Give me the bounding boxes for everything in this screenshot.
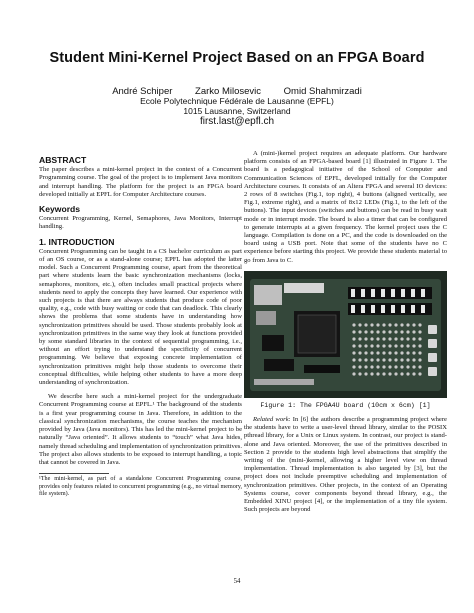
related-work-paragraph — [244, 416, 447, 514]
introduction-heading: 1. INTRODUCTION — [39, 236, 115, 247]
abstract-heading: ABSTRACT — [39, 155, 87, 165]
affiliation: Ecole Polytechnique Fédérale de Lausanne (EPFL) — [140, 96, 334, 106]
author-name: André Schiper — [112, 86, 173, 97]
page-number: 54 — [233, 578, 241, 585]
keywords-text: Concurrent Programming, Kernel, Semaphores, Java Monitors, Interrupt handling. — [39, 215, 242, 231]
right-column — [244, 150, 447, 514]
paper-title: Student Mini-Kernel Project Based on an FPGA Board — [49, 50, 425, 66]
author-name: Omid Shahmirzadi — [283, 86, 362, 97]
figure-caption: Figure 1: The FPGA4U board (10cm x 6cm) [1] — [260, 401, 431, 409]
intro-paragraph-1: Concurrent Programming can be taught in a CS bachelor curriculum as part of an OS course, or as a stand-alone course; EPFL has adopted the latter model. Such a Concurrent Programming course, apart from the theoretical part where students learn the basic synchronization mechanisms (locks, semaphores, monitors, etc.), often includes small practical projects where students need to apply the concepts they have learned. Our experience with such projects is that there are always students that produce code of poor quality, e.g., code with busy waiting or code that can deadlock. This clearly shows the problems that some students have in understanding how synchronization primitives should be used. Those students probably look at synchronization primitives in the same way they look at functions provided by some standard libraries in the context of sequential programming, i.e., without an effort trying to understand the specificity of concurrent programming. We believe that exposing concrete implementation of synchronization primitives might help those students to overcome their conceptual difficulties, while helping other students to have a more deep understanding of synchronization. — [39, 247, 242, 387]
address: 1015 Lausanne, Switzerland — [183, 105, 291, 116]
related-work-label: Related work — [253, 416, 289, 424]
fpga-board-illustration — [244, 271, 447, 398]
left-column — [39, 150, 242, 498]
footnote: ¹The mini-kernel, as part of a standalone Concurrent Programming course, provides only features related to concurrent programming (e.g., no virtual memory, file system). — [39, 476, 242, 497]
author-name: Zarko Milosevic — [195, 86, 262, 97]
email: first.last@epfl.ch — [199, 116, 275, 127]
footnote-rule — [39, 473, 109, 474]
fpga-board-photo — [244, 271, 447, 398]
author-block — [0, 86, 474, 127]
related-work-text: : In [6] the authors describe a programming project where the students have to write a user-level thread library, similar to the POSIX pthread library, for a Unix or Linux system. In contrast, our project is stand-alone and Java oriented. Moreover, the use of the primitives described in Section 2 provide to the students high level abstractions that simplify the writing of the (mini-)kernel, allowing a higher level view on thread implementation. Thread implementation is also targeted by [3], but the project does not include preemptive scheduling and implementation of synchronization primitives. Other projects, in the context of an Operating Systems course, cover components beyond thread library, e.g., the Embedded XINU project [4], or the implementation of a tiny file system. Such projects are beyond — [244, 416, 447, 514]
abstract-text: The paper describes a mini-kernel project in the context of a Concurrent Programming course. The goal of the project is to implement Java monitors and interrupt handling. The platform for the project is an FPGA board developed initially at EPFL for Computer Architecture courses. — [39, 166, 242, 198]
intro-paragraph-2: We describe here such a mini-kernel project for the undergraduate Concurrent Programming course at EPFL.¹ The background of the students is a first year programming course in Java. Therefore, in addition to the classical synchronization mechanisms, the course teaches the mechanism provided by Java (Java monitors). This has led the mini-kernel project to be naturally “Java oriented”. It allows students to “touch” what Java hides, namely thread scheduling and implementation of synchronization primitives. The project also allows students to be exposed to interrupt handling, a topic that cannot be covered in Java. — [39, 393, 242, 466]
right-paragraph-1: A (mini-)kernel project requires an adequate platform. Our hardware platform consists of an FPGA-based board [1] illustrated in Figure 1. The board is a pedagogical initiative of the School of Computer and Communication Sciences of EPFL, developed initially for the Computer Architecture courses. It consists of an Altera FPGA and several IO devices: 2 rows of 8 switches (Fig.1, top right), 4 buttons (aligned vertically, see Fig.1, extreme right), and a matrix of 8x12 LEDs (Fig.1, to the left of the buttons). The input devices (switches and buttons) can be read in busy wait mode or in interrupt mode. The board is also a timer that can be configured to generate interrupts at a given frequency. The kernel project uses the C language. Compilation is done on a PC, and the code is downloaded on the board using a USB port. Note that some of the students have no C experience before starting this project. We provide these students material to go from Java to C. — [244, 150, 447, 264]
keywords-heading: Keywords — [39, 204, 81, 215]
